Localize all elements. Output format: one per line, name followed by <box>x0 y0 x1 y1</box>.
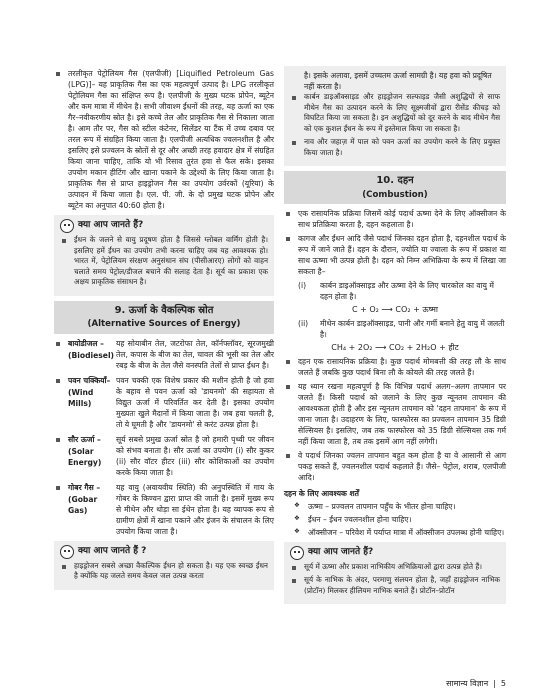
condition-item: ❖ ऑक्सीजन – परिवेश में पर्याप्त मात्रा में ऑक्सीजन उपलब्ध होनी चाहिए। <box>284 527 506 538</box>
left-column <box>54 68 274 594</box>
list-item: यह ध्यान रखना महत्वपूर्ण है कि विभिन्न पदार्थ अलग–अलग तापमान पर जलते हैं। किसी पदार्थ को जलाने के लिए कुछ न्यूनतम तापमान की आवश्यकता होती है और इस न्यूनतम तापमान को 'दहन तापमान' के रूप में जाना जाता है। उदाहरण के लिए, फास्फोरस का प्रज्वलन तापमान 35 डिग्री सेल्सियस है। इसलिए, जब तक फास्फोरस को 35 डिग्री सेल्सियस तक गर्म नहीं किया जाता है, तब तक इसमें आग नहीं लगेगी। <box>284 381 506 447</box>
condition-item: ❖ ऊष्मा – प्रज्वलन तापमान पहुँच के भीतर होना चाहिए। <box>284 501 506 512</box>
box-title: क्या आप जानते हैं ? <box>78 546 147 557</box>
term-gobar-gas <box>54 482 274 537</box>
box-title: क्या आप जानते हैं? <box>78 220 144 231</box>
section-subtitle: (Combustion) <box>362 189 428 200</box>
sub-item-i <box>298 280 506 302</box>
section-title: 10. दहन <box>376 175 414 187</box>
term-key-en: (Gobar Gas) <box>68 494 98 516</box>
term-key-en: (Solar <box>68 446 94 456</box>
term-windmills <box>54 375 274 430</box>
skull-icon <box>290 546 304 560</box>
term-key: बायोडीजल – <box>68 338 104 348</box>
footer-separator: | <box>493 679 496 689</box>
sub-number: (ii) <box>298 319 309 329</box>
term-desc: सूर्य सबसे प्रमुख ऊर्जा स्रोत है जो हमारी पृथ्वी पर जीवन को संभव बनाता है। सौर ऊर्जा का उपयोग (i) सौर कुकर (ii) सौर वॉटर हीटर (iii) सौर कोशिकाओं का उपयोग करके किया जाता है। <box>116 434 274 477</box>
box-item: सूर्य के नाभिक के अंदर, परमाणु संलयन होता है, जहाँ हाइड्रोजन नाभिक (प्रोटॉन) मिलकर हीलियम नाभिक बनाते हैं। प्रोटॉन–प्रोटॉन <box>290 575 500 596</box>
did-you-know-box-2 <box>54 541 274 590</box>
page-footer <box>446 678 506 690</box>
did-you-know-box-continued <box>284 66 506 166</box>
skull-icon <box>60 219 74 233</box>
term-key: सौर ऊर्जा – <box>68 434 101 444</box>
section-heading-10 <box>284 171 506 204</box>
term-key-en-2: Energy) <box>68 458 102 468</box>
term-desc: पवन चक्की एक विशेष प्रकार की मशीन होती है जो हवा के बहाव से पवन ऊर्जा को 'डायनमो' की सहायता से विद्युत ऊर्जा में परिवर्तित कर देती है। इसका उपयोग मुख्यतः खुले मैदानों में किया जाता है। जब हवा चलती है, तो ये घूमती है और 'डायनमो' से करंट उत्पन्न होता है। <box>116 375 274 429</box>
box-item: कार्बन डाइऑक्साइड और हाइड्रोजन सल्फाइड जैसी अशुद्धियों से साफ मीथेन गैस का उत्पादन करने के लिए सूक्ष्मजीवों द्वारा रीसेंड कीचड़ को विघटित किया जा सकता है। इन अशुद्धियों को दूर करने के बाद मीथेन गैस को एक कुशल ईंधन के रूप में इस्तेमाल किया जा सकता है। <box>290 92 500 134</box>
box-continuation: है। इसके अलावा, इसमें उच्चतम ऊर्जा सामग्री है। यह हवा को प्रदूषित नहीं करता है। <box>304 71 492 91</box>
term-desc: यह वायु (अवायवीय स्थिति) की अनुपस्थिति में गाय के गोबर के किण्वन द्वारा प्राप्त की जाती है। इसमें मुख्य रूप से मीथेन और थोड़ा सा ईथेन होता है। यह व्यापक रूप से ग्रामीण क्षेत्रों में खाना पकाने और इंजन के संचालन के लिए उपयोग किया जाता है। <box>116 482 274 536</box>
box-item: हाइड्रोजन सबसे अच्छा वैकल्पिक ईंधन हो सकता है। यह एक स्वच्छ ईंधन है क्योंकि यह जलते समय केवल जल उत्पन्न करता <box>60 561 268 582</box>
term-key: गोबर गैस – <box>68 482 101 492</box>
list-item: वे पदार्थ जिनका ज्वलन तापमान बहुत कम होता है या वे आसानी से आग पकड़ सकते हैं, ज्वलनशील पदार्थ कहलाते हैं। जैसे– पेट्रोल, शराब, एलपीजी आदि। <box>284 450 506 483</box>
term-desc: यह सोयाबीन तेल, जटरोफा तेल, कॉर्नफ्लॉवर, सूरजमुखी तेल, कपास के बीज का तेल, चावल की भूसी का तेल और रबड़ के बीज के तेल जैसे वनस्पति तेलों से प्राप्त ईंधन है। <box>116 338 274 370</box>
formula-1: C + O₂ ⟶ CO₂ + ऊष्मा <box>352 305 438 315</box>
conditions-heading: दहन के लिए आवश्यक शर्तें <box>284 488 359 498</box>
box-item: नाव और जहाज़ में पाल को पवन ऊर्जा का उपयोग करने के लिए प्रयुक्त किया जाता है। <box>290 137 500 158</box>
sub-item-ii <box>298 318 506 340</box>
term-key: पवन चक्कियाँ– <box>68 375 111 385</box>
sub-text: मीथेन कार्बन डाइऑक्साइड, पानी और गर्मी बनाने हेतु वायु में जलती है। <box>320 319 505 340</box>
list-item: एक रासायनिक प्रक्रिया जिसमें कोई पदार्थ ऊष्मा देने के लिए ऑक्सीजन के साथ प्रतिक्रिया करता है, दहन कहलाता है। <box>284 208 506 230</box>
section-heading-9 <box>54 301 274 334</box>
box-item: ईंधन के जलने से वायु प्रदूषण होता है जिससे ग्लोबल वार्मिंग होती है। इसलिए हमें ईंधन का उपयोग तभी करना चाहिए जब यह आवश्यक हो। भारत में, पेट्रोलियम संरक्षण अनुसंधान संघ (पीसीआरए) लोगों को वाहन चलाते समय पेट्रोल/डीजल बचाने की सलाह देता है। सूर्य का प्रकाश एक अक्षय प्राकृतिक संसाधन है। <box>60 235 268 288</box>
section-subtitle: (Alternative Sources of Energy) <box>87 319 241 330</box>
term-key-en: (Biodiesel) <box>68 350 115 360</box>
sub-text: कार्बन डाइऑक्साइड और ऊष्मा देने के लिए चारकोल का वायु में दहन होता है। <box>320 281 494 302</box>
term-solar <box>54 434 274 478</box>
section-title: 9. ऊर्जा के वैकल्पिक स्रोत <box>114 304 214 316</box>
lpg-paragraph: तरलीकृत पेट्रोलियम गैस (एलपीजी) [Liquified Petroleum Gas (LPG)]– यह प्राकृतिक गैस का एक महत्वपूर्ण उत्पाद है। LPG तरलीकृत पेट्रोलियम गैस का संक्षिप्त रूप है। एलपीजी के मुख्य घटक प्रोपेन, ब्यूटेन और कम मात्रा में मीथेन है। सभी जीवाश्म ईंधनों की तरह, यह ऊर्जा का एक गैर–नवीकरणीय स्रोत है। इसे कच्चे तेल और प्राकृतिक गैस से निकाला जाता है। आम तौर पर, गैस को स्टील कंटेनर, सिलेंडर या टैंक में उच्च दबाव पर तरल रूप में संग्रहित किया जाता है। एलपीजी अत्यधिक ज्वलनशील है और इसलिए इसे प्रज्वलन के स्रोतों से दूर और अच्छी तरह हवादार क्षेत्र में संग्रहित किया जाना चाहिए, ताकि यो भी रिसाव तुरंत हवा से फैल सके। इसका उपयोग मकान हीटिंग और खाना पकाने के उद्देश्यों के लिए किया जाता है। प्राकृतिक गैस से प्राप्त हाइड्रोजन गैस का उपयोग उर्वरकों (यूरिया) के उत्पादन में किया जाता है। एल. पी. जी. के दो प्रमुख घटक प्रोपेन और ब्यूटेन का अनुपात 40:60 होता है। <box>54 68 274 211</box>
footer-label: सामान्य विज्ञान <box>446 679 489 689</box>
list-item: दहन एक रासायनिक प्रक्रिया है। कुछ पदार्थ मोमबत्ती की तरह लौ के साथ जलते हैं जबकि कुछ पदार्थ बिना लौ के कोयले की तरह जलते हैं। <box>284 356 506 378</box>
list-item: कागज और ईंधन आदि जैसे पदार्थ जिनका दहन होता है, दहनशील पदार्थ के रूप में जाने जाते हैं। दहन के दौरान, ज्योति या ज्वाला के रूप में प्रकाश या साथ ऊष्मा भी उत्पन्न होती है। दहन को निम्न अभिक्रिया के रूप में लिखा जा सकता है– <box>284 233 506 277</box>
term-key-en: (Wind Mills) <box>68 387 94 409</box>
formula-2: CH₄ + 2O₂ ⟶ CO₂ + 2H₂O + हीट <box>331 343 459 353</box>
condition-item: ❖ ईंधन – ईंधन ज्वलनशील होना चाहिए। <box>284 514 506 525</box>
box-title: क्या आप जानते हैं? <box>308 547 374 558</box>
term-biodiesel <box>54 338 274 371</box>
skull-icon <box>60 545 74 559</box>
right-column <box>284 66 506 608</box>
did-you-know-box-1 <box>54 215 274 296</box>
sub-number: (i) <box>298 281 307 291</box>
page-number: 5 <box>500 679 506 689</box>
did-you-know-box-3 <box>284 542 506 605</box>
box-item: सूर्य में ऊष्मा और प्रकाश नाभिकीय अभिक्रियाओं द्वारा उत्पन्न होते हैं। <box>290 562 500 573</box>
